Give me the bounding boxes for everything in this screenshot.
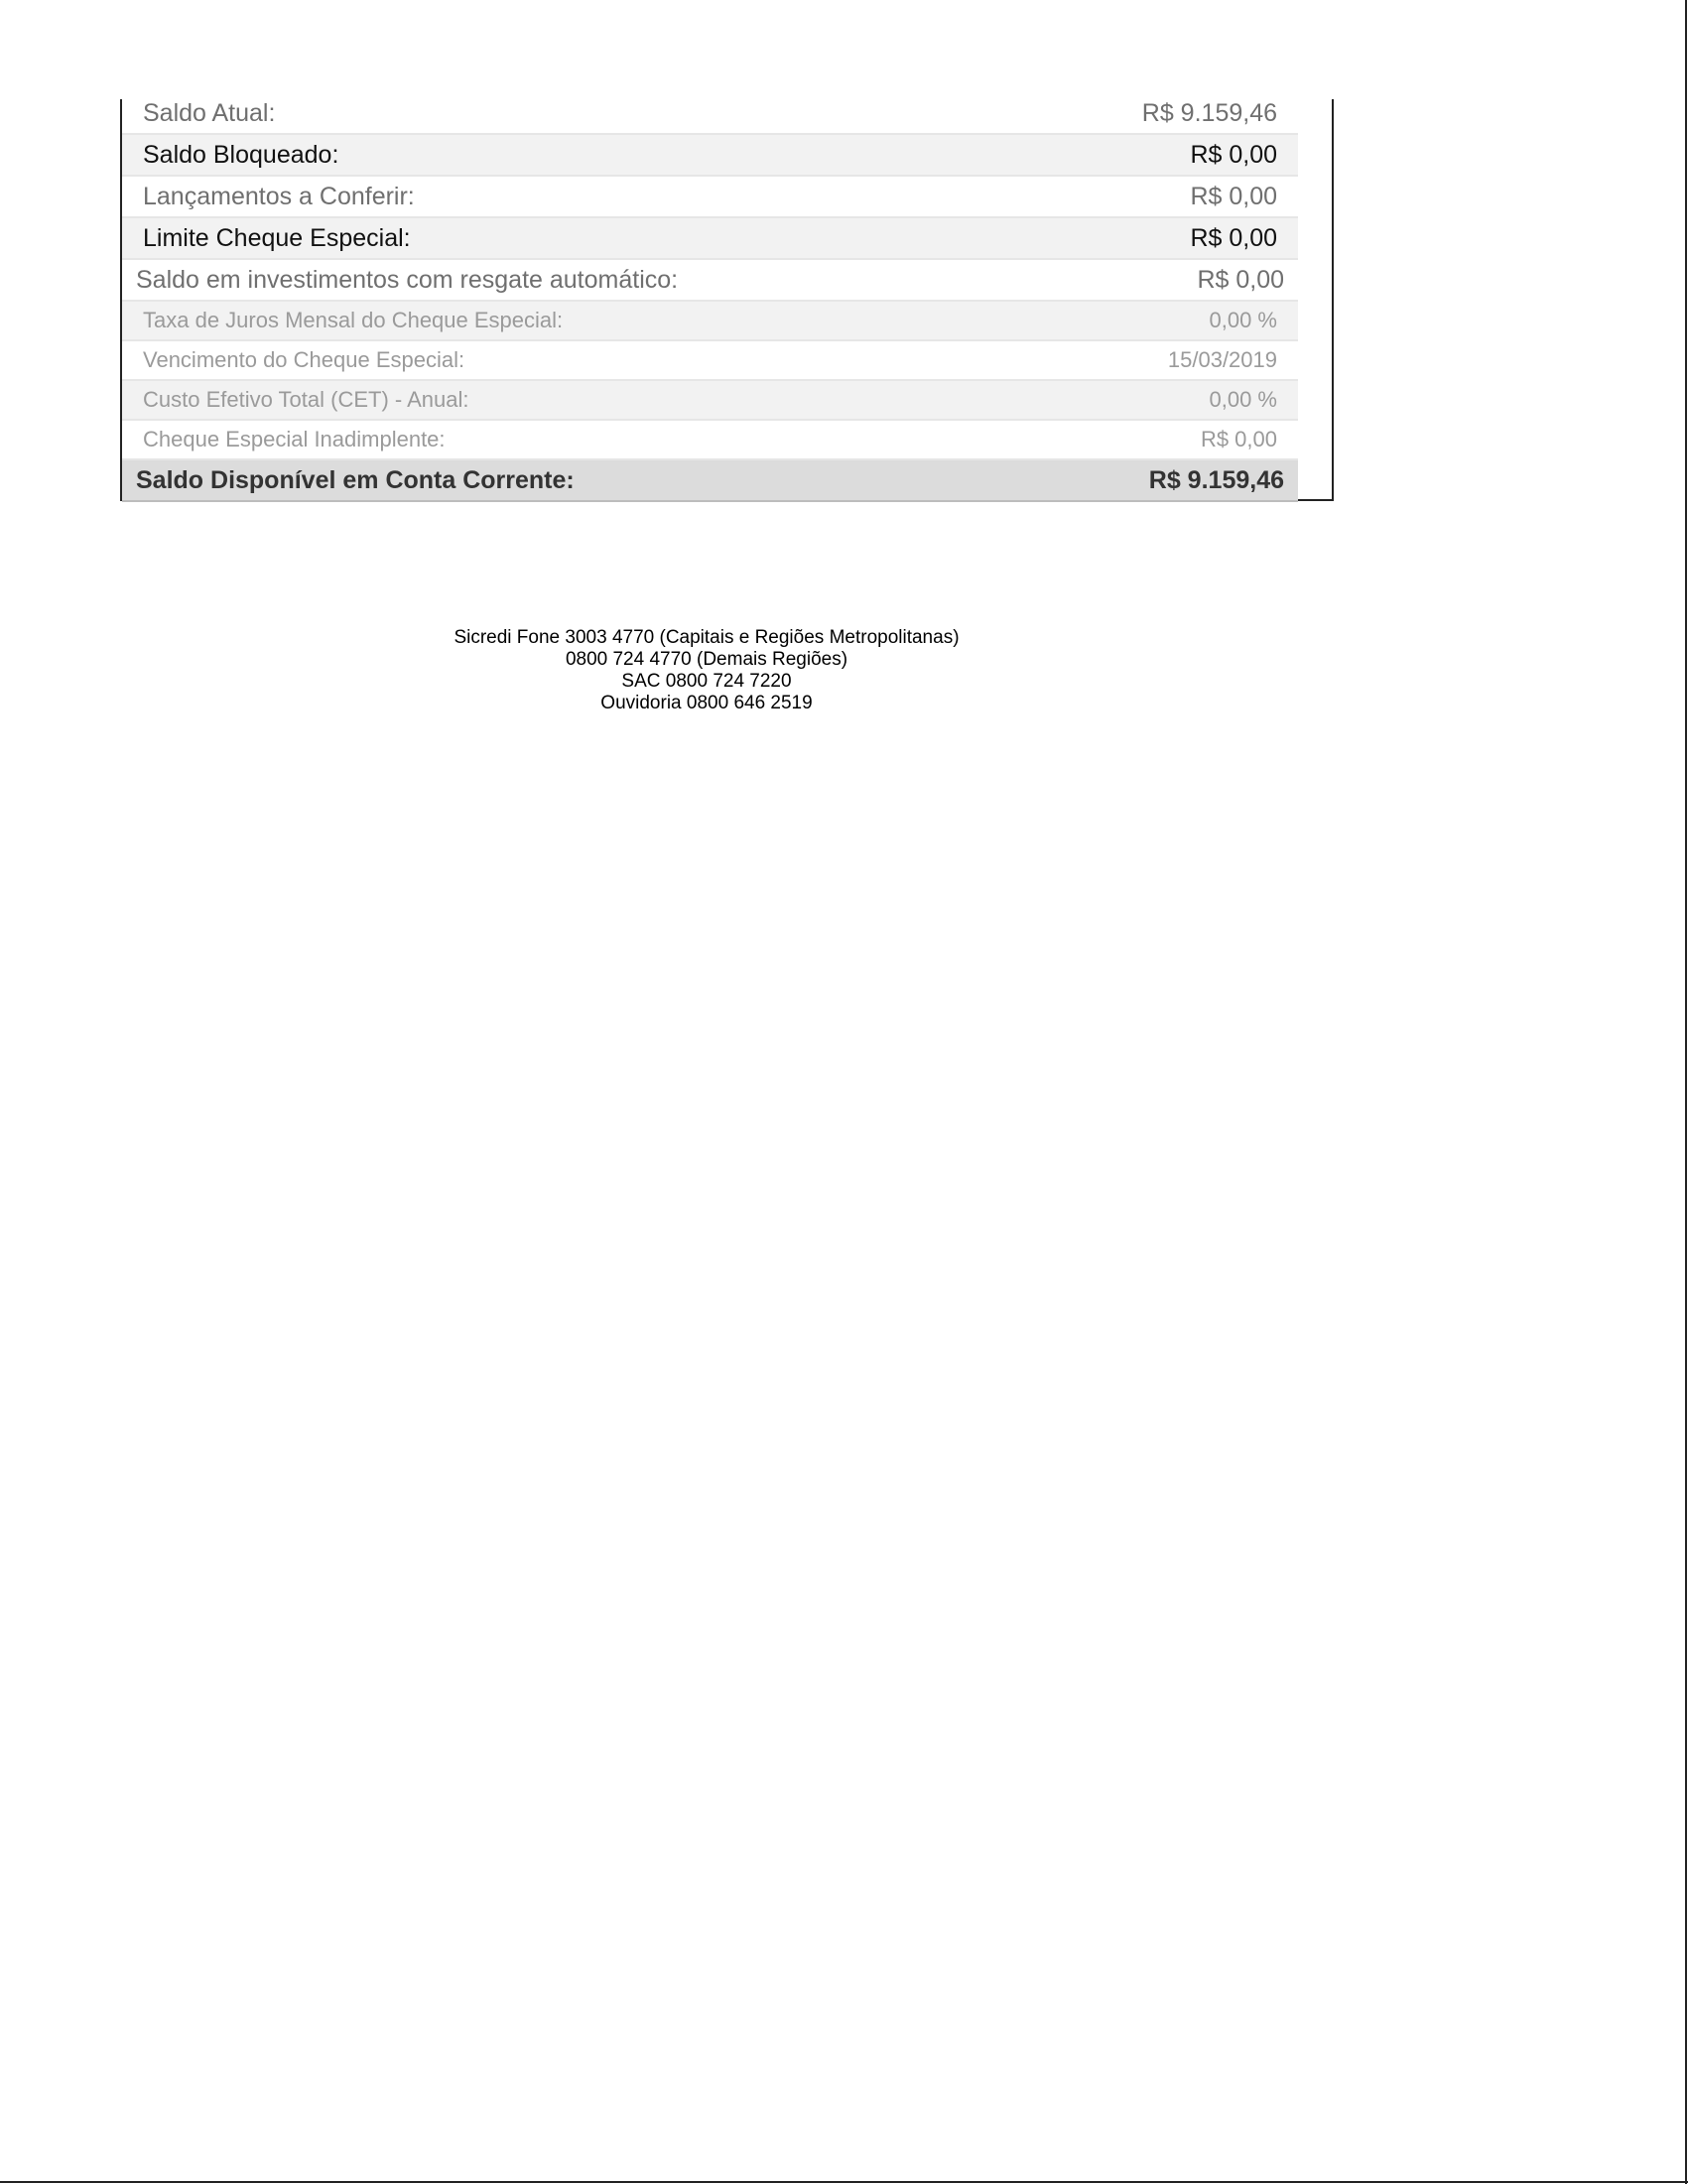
balance-row-label: Cheque Especial Inadimplente: (143, 427, 446, 451)
balance-row-value: 15/03/2019 (1167, 347, 1277, 372)
balance-row-value: R$ 0,00 (1190, 223, 1277, 252)
balance-row-value: R$ 0,00 (1200, 427, 1277, 451)
balance-row-saldo-atual (122, 93, 1298, 135)
page-bottom-border (0, 2181, 1688, 2183)
balance-row-value: R$ 0,00 (1190, 182, 1277, 210)
balance-row-value: R$ 0,00 (1190, 140, 1277, 169)
footer-line-sicredi-fone: Sicredi Fone 3003 4770 (Capitais e Regiões Metropolitanas) (454, 627, 960, 648)
balance-row-value: 0,00 % (1209, 308, 1277, 332)
balance-row-label: Saldo Atual: (143, 98, 276, 127)
balance-row-lancamentos-a-conferir (122, 177, 1298, 218)
balance-row-label: Saldo em investimentos com resgate automático: (136, 265, 679, 294)
balance-row-label: Taxa de Juros Mensal do Cheque Especial: (143, 308, 564, 332)
balance-row-limite-cheque-especial (122, 218, 1298, 260)
balance-row-label: Limite Cheque Especial: (143, 223, 411, 252)
balance-row-cheque-inadimplente (122, 421, 1298, 460)
balance-total-label: Saldo Disponível em Conta Corrente: (136, 465, 575, 494)
footer-line-sac: SAC 0800 724 7220 (621, 671, 792, 692)
footer-line-demais-regioes: 0800 724 4770 (Demais Regiões) (565, 649, 848, 670)
balance-row-taxa-juros (122, 302, 1298, 341)
balance-row-total (122, 460, 1298, 502)
balance-row-value: R$ 0,00 (1197, 265, 1284, 294)
balance-row-label: Custo Efetivo Total (CET) - Anual: (143, 387, 469, 412)
balance-total-value: R$ 9.159,46 (1148, 465, 1284, 494)
balance-row-saldo-bloqueado (122, 135, 1298, 177)
balance-row-value: R$ 9.159,46 (1141, 98, 1277, 127)
page-right-border (1685, 0, 1687, 2184)
balance-row-label: Saldo Bloqueado: (143, 140, 339, 169)
footer-line-ouvidoria: Ouvidoria 0800 646 2519 (600, 693, 813, 713)
balance-row-label: Lançamentos a Conferir: (143, 182, 415, 210)
balance-row-vencimento (122, 341, 1298, 381)
balance-row-value: 0,00 % (1209, 387, 1277, 412)
balance-row-label: Vencimento do Cheque Especial: (143, 347, 465, 372)
balance-row-cet-anual (122, 381, 1298, 421)
balance-summary-table (122, 93, 1298, 502)
contact-footer (409, 627, 1004, 714)
balance-row-saldo-investimentos (122, 260, 1298, 302)
